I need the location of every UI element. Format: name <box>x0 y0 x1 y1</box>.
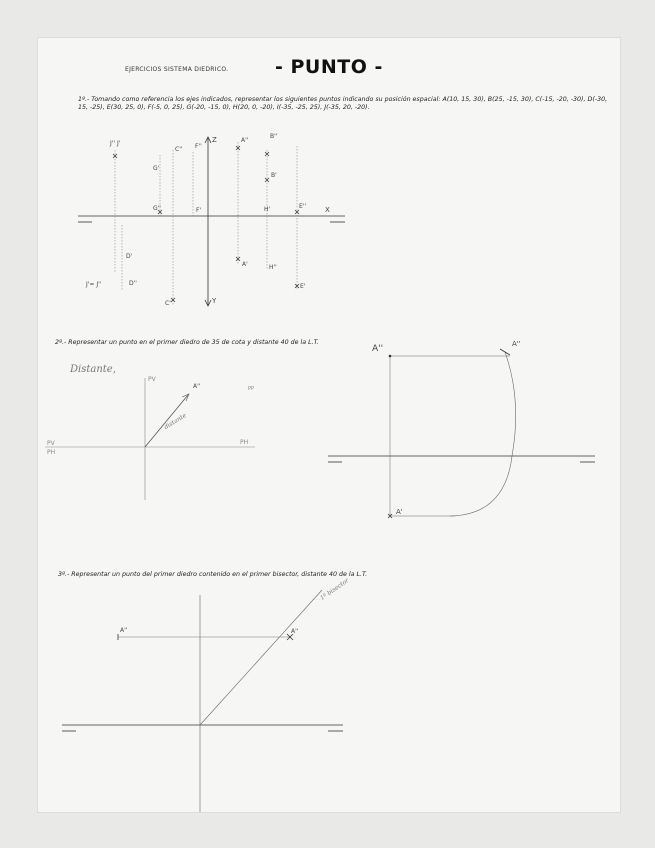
ex1-label-y: Y <box>212 297 217 305</box>
ex1-label-d1: D' <box>126 253 133 260</box>
ex2-label-a2-arc: A'' <box>512 340 521 348</box>
ex1-label-d2: D'' <box>129 280 137 287</box>
ex1-label-a2: A'' <box>241 137 249 144</box>
ex2-point-a2 <box>389 355 392 358</box>
header-subtitle: EJERCICIOS SISTEMA DIEDRICO. <box>125 66 229 73</box>
ex2-label-pv: PV <box>148 376 156 383</box>
ex1-label-ij1: J'= J'' <box>86 281 102 288</box>
ex3-label-a2: A'' <box>120 627 128 634</box>
ex1-point-marks <box>113 146 299 302</box>
exercise1-diagram <box>78 137 345 306</box>
exercise3-statement: 3º.- Representar un punto del primer diedro contenido en el primer bisector, distante 40 de la L.T. <box>58 571 368 578</box>
header-title: - PUNTO - <box>275 56 383 78</box>
ex1-label-z: Z <box>212 136 217 144</box>
ex1-label-g2: G'' <box>153 205 161 212</box>
ex1-label-x: X <box>325 206 330 214</box>
ex2-label-ph: PH <box>240 439 249 446</box>
ex2-label-a2: A'' <box>372 344 384 354</box>
ex1-label-f2: F'' <box>195 143 202 150</box>
ex2-label-distante-title: Distante, <box>70 364 116 375</box>
exercise2-statement: 2º.- Representar un punto en el primer diedro de 35 de cota y distante 40 de la L.T. <box>55 339 319 346</box>
ex2-arc-top <box>505 352 516 456</box>
ex1-label-c1: C' <box>165 300 171 307</box>
ex1-label-e1: E' <box>300 283 306 290</box>
ex1-label-f1: F' <box>196 207 202 214</box>
ex2-arc-bottom <box>450 456 512 516</box>
ex2-label-distante-vector: distante <box>163 411 188 432</box>
exercise3-diagram <box>62 590 343 812</box>
ex3-label-bisector: 1º bisector <box>318 577 351 602</box>
ex1-label-b1: B' <box>271 172 277 179</box>
ex2-arc-mark <box>500 349 510 355</box>
ex2-label-pv-left: PV <box>47 440 55 447</box>
ex1-label-h1: H' <box>264 206 271 213</box>
ex1-label-g1: G' <box>153 165 160 172</box>
ex3-bisector-line <box>200 590 322 725</box>
ex1-label-ij2: J'' J' <box>110 140 121 147</box>
ex3-label-a-bisector: A'' <box>291 628 299 635</box>
ex1-label-e2: E'' <box>299 203 307 210</box>
ex1-label-a1: A' <box>242 261 248 268</box>
ex1-label-c2: C'' <box>175 146 183 153</box>
ex2-label-pp: PP <box>248 386 255 392</box>
exercise2-sketch <box>45 378 255 500</box>
ex2-label-a2-small: A'' <box>193 383 201 390</box>
ex1-projection-lines <box>115 142 297 305</box>
ex2-label-a1: A' <box>396 508 403 516</box>
exercise1-statement: 1º.- Tomando como referencia los ejes indicados, representar los siguientes puntos indicando su posición espacial: A(10, 15, 30), B(25, -15, 30), C(-15, -20, -30), D(-30, 15, -25), E(30, 25, 0), F(-5, 0, 25), G(-20, -15, 0), H(20, 0, -20), I(-35, -25, 25), J(-35, 20, -20). <box>78 96 608 112</box>
ex1-label-h2: H'' <box>269 264 277 271</box>
ex1-label-b2: B'' <box>270 133 278 140</box>
ex2-label-ph-left: PH <box>47 449 56 456</box>
exercise2-construction <box>328 349 595 518</box>
